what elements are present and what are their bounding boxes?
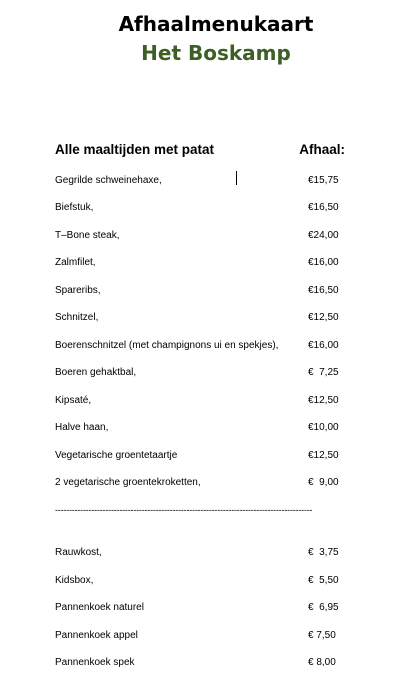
extra-item-name: Pannenkoek naturel	[55, 602, 144, 613]
menu-item	[55, 477, 342, 491]
menu-item-name: Kipsaté,	[55, 395, 92, 406]
extra-item-name: Rauwkost,	[55, 547, 102, 558]
menu-item	[55, 340, 342, 354]
menu-item	[55, 312, 342, 326]
extra-item	[55, 657, 342, 671]
menu-header-row	[55, 142, 345, 160]
page-title: Afhaalmenukaart	[118, 12, 314, 36]
menu-item-name: Gegrilde schweinehaxe,	[55, 175, 162, 186]
menu-item-price: €15,75	[308, 175, 339, 186]
menu-item-price: €10,00	[308, 422, 339, 433]
price-header-label: Afhaal:	[299, 142, 345, 157]
menu-item-price: €12,50	[308, 395, 339, 406]
restaurant-name: Het Boskamp	[141, 41, 291, 65]
menu-item-name: Boerenschnitzel (met champignons ui en spekjes),	[55, 340, 279, 351]
menu-item-price: €16,50	[308, 202, 339, 213]
menu-item-price: €12,50	[308, 312, 339, 323]
menu-item-price: € 7,25	[308, 367, 339, 378]
menu-item-price: €16,00	[308, 340, 339, 351]
extra-item-price: € 3,75	[308, 547, 339, 558]
menu-item-price: €24,00	[308, 230, 339, 241]
menu-item	[55, 257, 342, 271]
menu-item-name: Boeren gehaktbal,	[55, 367, 137, 378]
menu-item-name: Schnitzel,	[55, 312, 99, 323]
menu-item-name: T–Bone steak,	[55, 230, 120, 241]
menu-item-name: Biefstuk,	[55, 202, 94, 213]
extra-item	[55, 630, 342, 644]
menu-item-name: 2 vegetarische groentekroketten,	[55, 477, 201, 488]
menu-item	[55, 450, 342, 464]
menu-item-price: €12,50	[308, 450, 339, 461]
menu-item-name: Zalmfilet,	[55, 257, 96, 268]
menu-item	[55, 175, 342, 189]
menu-item-price: €16,50	[308, 285, 339, 296]
menu-item	[55, 422, 342, 436]
menu-item-name: Spareribs,	[55, 285, 101, 296]
menu-item-name: Halve haan,	[55, 422, 109, 433]
extra-item-price: € 5,50	[308, 575, 339, 586]
extra-item	[55, 575, 342, 589]
menu-header-label: Alle maaltijden met patat	[55, 142, 215, 157]
extra-item-price: € 7,50	[308, 630, 336, 641]
menu-item	[55, 230, 342, 244]
menu-item	[55, 367, 342, 381]
extra-item-name: Pannenkoek spek	[55, 657, 135, 668]
menu-item-name: Vegetarische groentetaartje	[55, 450, 178, 461]
extra-item-price: € 8,00	[308, 657, 336, 668]
section-divider: --------------------------------------------------------------------------------------------	[55, 505, 313, 515]
extra-item	[55, 547, 342, 561]
menu-item	[55, 285, 342, 299]
menu-item-price: € 9,00	[308, 477, 339, 488]
menu-item-price: €16,00	[308, 257, 339, 268]
extra-item-name: Kidsbox,	[55, 575, 94, 586]
menu-item	[55, 395, 342, 409]
extra-item-price: € 6,95	[308, 602, 339, 613]
menu-item	[55, 202, 342, 216]
extra-item-name: Pannenkoek appel	[55, 630, 138, 641]
extra-item	[55, 602, 342, 616]
